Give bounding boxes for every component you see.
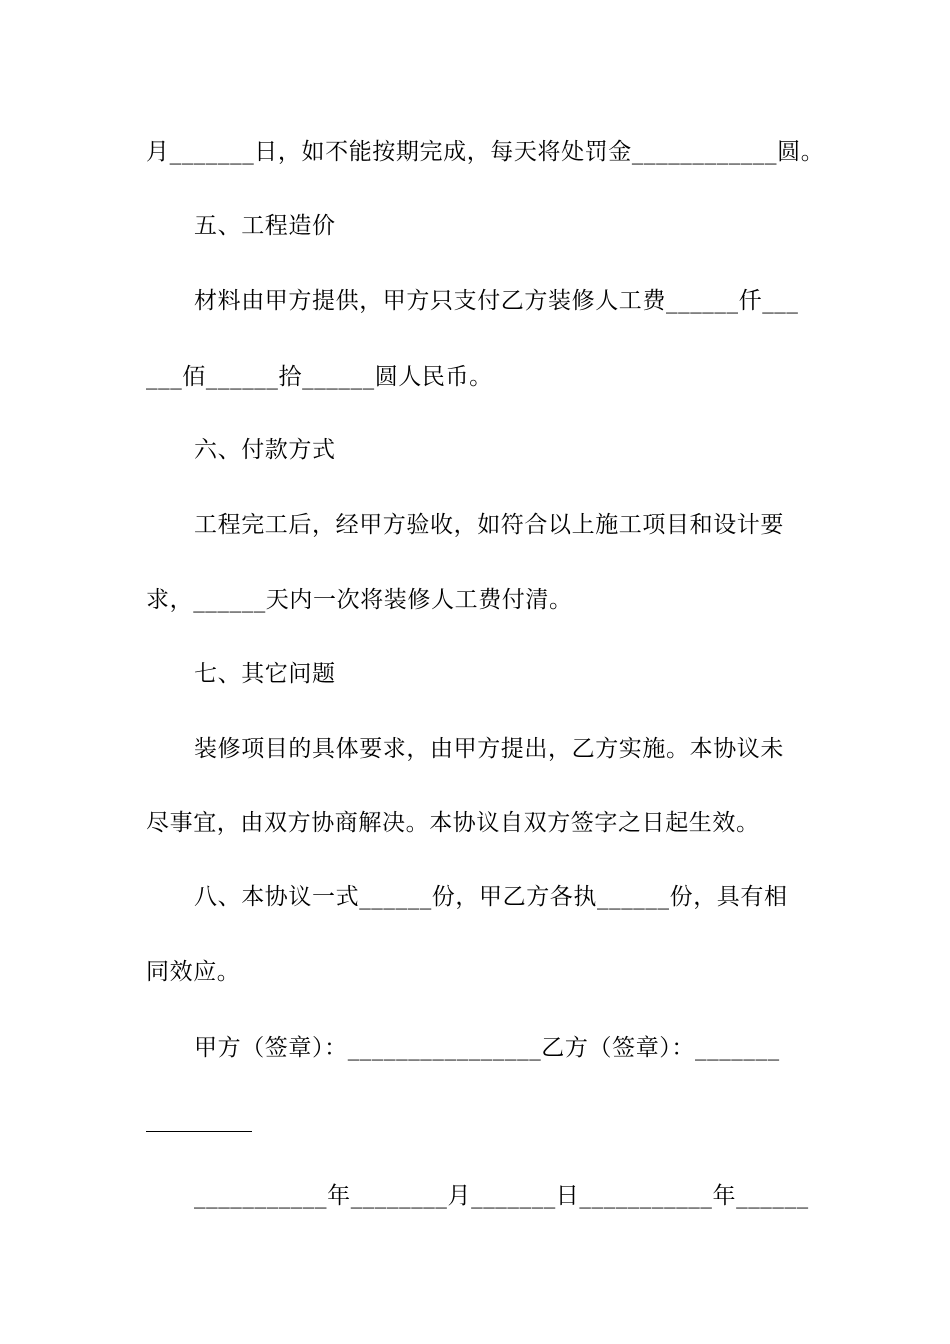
signature-continuation-blank [146, 1131, 252, 1132]
section-five-heading: 五、工程造价 [194, 213, 336, 239]
other-issues-line-2: 尽事宜，由双方协商解决。本协议自双方签字之日起生效。 [146, 810, 760, 836]
material-cost-line-2: ___佰______拾______圆人民币。 [146, 364, 493, 390]
other-issues-line-1: 装修项目的具体要求，由甲方提出，乙方实施。本协议未 [194, 736, 784, 762]
payment-method-line-2: 求，______天内一次将装修人工费付清。 [146, 587, 573, 613]
payment-method-line-1: 工程完工后，经甲方验收，如符合以上施工项目和设计要 [194, 512, 784, 538]
section-six-heading: 六、付款方式 [194, 437, 336, 463]
section-eight-line-1: 八、本协议一式______份，甲乙方各执______份，具有相 [194, 884, 788, 910]
section-eight-line-2: 同效应。 [146, 959, 241, 985]
material-cost-line-1: 材料由甲方提供，甲方只支付乙方装修人工费______仟___ [194, 288, 799, 314]
signature-date-line: ___________年________月_______日___________年______ [194, 1183, 809, 1209]
section-seven-heading: 七、其它问题 [194, 661, 336, 687]
signature-line: 甲方（签章）：________________乙方（签章）：_______ [194, 1035, 780, 1061]
payment-deadline-penalty-line: 月_______日，如不能按期完成，每天将处罚金____________圆。 [146, 139, 825, 165]
